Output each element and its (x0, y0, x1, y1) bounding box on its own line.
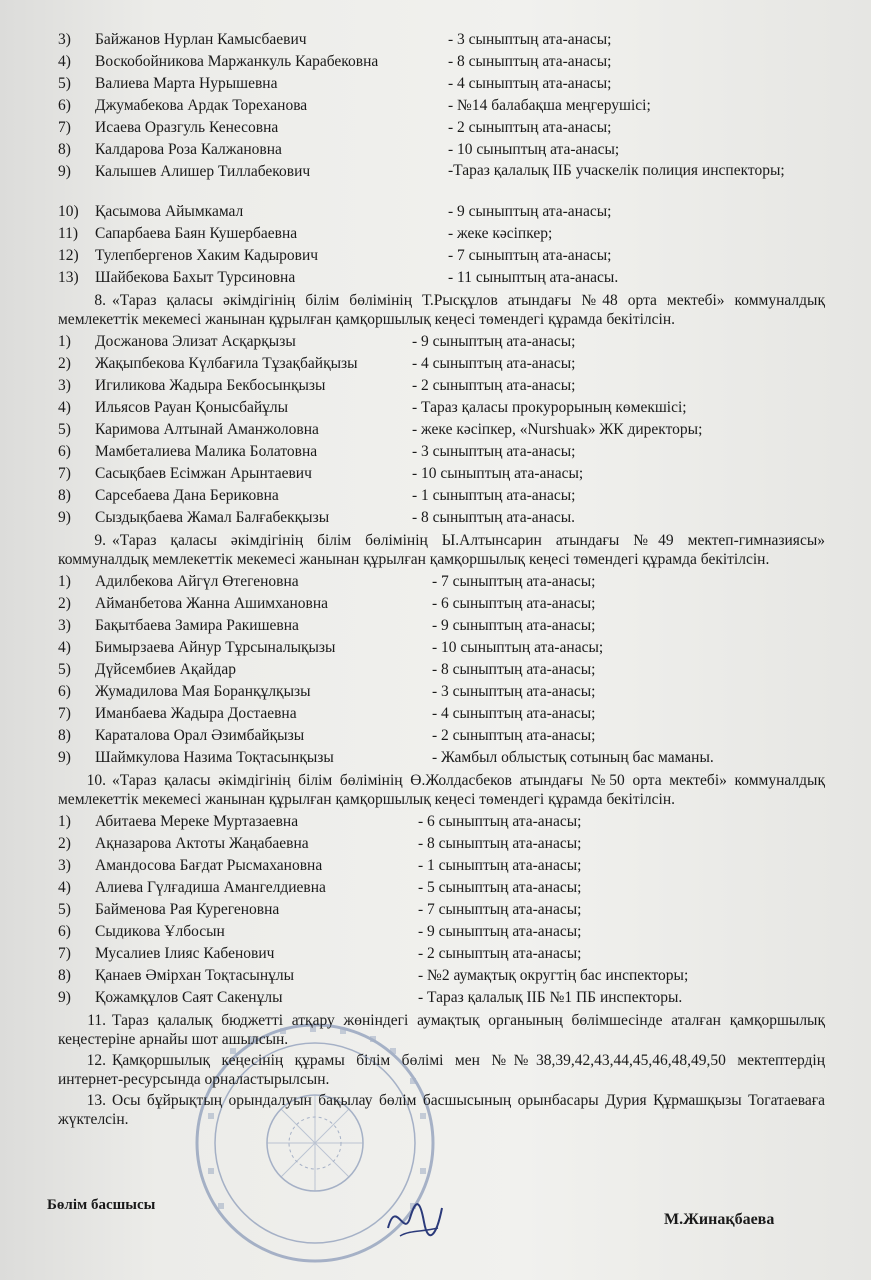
list-item (0, 485, 871, 507)
list-item-number: 10) (58, 203, 79, 220)
list-item-number: 9) (58, 509, 71, 526)
member-role: - 2 сыныптың ата-анасы; (448, 119, 612, 136)
member-name: Воскобойникова Маржанкуль Карабековна (95, 53, 379, 70)
member-role: - 11 сыныптың ата-анасы. (448, 269, 619, 286)
members-list-school-49 (0, 571, 871, 769)
list-item (0, 331, 871, 353)
member-role: - 9 сыныптың ата-анасы; (432, 617, 596, 634)
member-name: Ақназарова Актоты Жаңабаевна (95, 835, 309, 852)
list-item (0, 441, 871, 463)
member-name: Дүйсембиев Ақайдар (95, 661, 237, 678)
member-role: - 8 сыныптың ата-анасы; (448, 53, 612, 70)
member-name: Байжанов Нурлан Камысбаевич (95, 31, 307, 48)
list-item-number: 3) (58, 857, 71, 874)
member-name: Байменова Рая Курегеновна (95, 901, 280, 918)
list-item-number: 1) (58, 573, 71, 590)
list-item-number: 5) (58, 75, 71, 92)
list-item (0, 245, 871, 267)
list-item-number: 2) (58, 835, 71, 852)
member-name: Караталова Орал Әзимбайқызы (95, 727, 305, 744)
list-item (0, 921, 871, 943)
list-item (0, 201, 871, 223)
list-item (0, 747, 871, 769)
member-role: - 10 сыныптың ата-анасы; (412, 465, 584, 482)
member-role: - 10 сыныптың ата-анасы; (432, 639, 604, 656)
member-role: - 5 сыныптың ата-анасы; (418, 879, 582, 896)
paragraph-number: 9. (94, 532, 106, 549)
members-list-school-48 (0, 331, 871, 529)
list-item-number: 7) (58, 119, 71, 136)
member-name: Мусалиев Ілияс Кабенович (95, 945, 275, 962)
member-role: - 2 сыныптың ата-анасы; (418, 945, 582, 962)
list-item-number: 12) (58, 247, 79, 264)
list-item (0, 397, 871, 419)
list-item (0, 117, 871, 139)
members-list-school-50 (0, 811, 871, 1009)
paragraph-number: 11. (87, 1012, 106, 1029)
list-item-number: 8) (58, 487, 71, 504)
member-role: - 10 сыныптың ата-анасы; (448, 141, 620, 158)
list-item-number: 8) (58, 967, 71, 984)
member-name: Алиева Гүлғадиша Амангелдиевна (95, 879, 326, 896)
member-role: - Тараз қаласы прокурорының көмекшісі; (412, 399, 687, 416)
list-item (0, 593, 871, 615)
signature-block (0, 1195, 871, 1255)
member-name: Мамбеталиева Малика Болатовна (95, 443, 318, 460)
list-item-number: 3) (58, 31, 71, 48)
member-name: Шаймкулова Назима Тоқтасынқызы (95, 749, 334, 766)
list-item (0, 73, 871, 95)
list-item-number: 7) (58, 705, 71, 722)
paragraph-12 (0, 1051, 871, 1089)
member-role: - №14 балабақша меңгерушісі; (448, 97, 651, 114)
member-name: Валиева Марта Нурышевна (95, 75, 278, 92)
list-item-number: 7) (58, 465, 71, 482)
list-item-number: 13) (58, 269, 79, 286)
list-item-number: 3) (58, 617, 71, 634)
list-item (0, 161, 871, 201)
list-item-number: 5) (58, 661, 71, 678)
member-role: - 4 сыныптың ата-анасы; (412, 355, 576, 372)
paragraph-8 (0, 291, 871, 329)
member-role: - 7 сыныптың ата-анасы; (432, 573, 596, 590)
list-item (0, 965, 871, 987)
member-name: Игиликова Жадыра Бекбосынқызы (95, 377, 326, 394)
paragraph-text: «Тараз қаласы әкімдігінің білім бөлімінің Т.Рысқұлов атындағы №48 орта мектебі» коммуналдық мемлекеттік мекемесі жанынан құрылған қамқоршылық кеңесі төмендегі құрамда бекітілсін. (58, 292, 825, 328)
list-item-number: 3) (58, 377, 71, 394)
member-name: Жумадилова Мая Боранқұлқызы (95, 683, 311, 700)
member-role: - 9 сыныптың ата-анасы; (412, 333, 576, 350)
list-item-number: 4) (58, 639, 71, 656)
list-item (0, 681, 871, 703)
list-item-number: 9) (58, 749, 71, 766)
list-item (0, 267, 871, 289)
list-item-number: 8) (58, 141, 71, 158)
list-item (0, 877, 871, 899)
list-item (0, 419, 871, 441)
member-name: Калышев Алишер Тиллабекович (95, 163, 311, 180)
member-name: Адилбекова Айгүл Өтегеновна (95, 573, 299, 590)
member-role: - 3 сыныптың ата-анасы; (412, 443, 576, 460)
list-item-number: 1) (58, 813, 71, 830)
member-role: - 2 сыныптың ата-анасы; (412, 377, 576, 394)
member-name: Джумабекова Ардак Тореханова (95, 97, 308, 114)
member-role: - жеке кәсіпкер, «Nurshuak» ЖК директоры; (412, 421, 703, 438)
list-item (0, 703, 871, 725)
paragraph-10 (0, 771, 871, 809)
member-name: Сыдикова Ұлбосын (95, 923, 225, 940)
member-role: - 7 сыныптың ата-анасы; (418, 901, 582, 918)
member-role: - 8 сыныптың ата-анасы; (432, 661, 596, 678)
list-item-number: 9) (58, 163, 71, 180)
list-item (0, 95, 871, 117)
paragraph-number: 8. (94, 292, 106, 309)
member-name: Тулепбергенов Хаким Кадырович (95, 247, 319, 264)
member-name: Ильясов Рауан Қонысбайұлы (95, 399, 289, 416)
member-role: - 4 сыныптың ата-анасы; (448, 75, 612, 92)
list-item-number: 9) (58, 989, 71, 1006)
paragraph-11 (0, 1011, 871, 1049)
list-item-number: 7) (58, 945, 71, 962)
member-role: - 3 сыныптың ата-анасы; (432, 683, 596, 700)
member-name: Исаева Оразгуль Кенесовна (95, 119, 279, 136)
member-role: - 6 сыныптың ата-анасы; (418, 813, 582, 830)
list-item (0, 987, 871, 1009)
member-role: - жеке кәсіпкер; (448, 225, 553, 242)
list-item (0, 29, 871, 51)
list-item (0, 833, 871, 855)
list-item (0, 811, 871, 833)
member-role: -Тараз қалалық ІІБ учаскелік полиция инспекторы; (448, 162, 785, 179)
department-head-title: Бөлім басшысы (47, 1197, 156, 1213)
list-item (0, 507, 871, 529)
list-item (0, 855, 871, 877)
paragraph-text: «Тараз қаласы әкімдігінің білім бөлімінің Ы.Алтынсарин атындағы №49 мектеп-гимназиясы» коммуналдық мемлекеттік мекемесі жанынан құрылған қамқоршылық кеңесі төмендегі құрамда бекітілсін. (58, 532, 825, 568)
member-name: Сарсебаева Дана Бериковна (95, 487, 279, 504)
member-role: - 3 сыныптың ата-анасы; (448, 31, 612, 48)
paragraph-text: Тараз қалалық бюджетті атқару жөніндегі аумақтық органының бөлімшесінде аталған қамқоршылық кеңестеріне арнайы шот ашылсын. (58, 1012, 825, 1048)
member-role: - 7 сыныптың ата-анасы; (448, 247, 612, 264)
list-item-number: 2) (58, 595, 71, 612)
paragraph-number: 12. (86, 1052, 106, 1069)
signatory-name: М.Жинақбаева (664, 1211, 775, 1228)
member-name: Қасымова Айымкамал (95, 203, 244, 220)
list-item (0, 571, 871, 593)
list-item-number: 8) (58, 727, 71, 744)
list-item-number: 11) (58, 225, 79, 242)
member-role: - 8 сыныптың ата-анасы. (412, 509, 576, 526)
paragraph-number: 13. (86, 1092, 106, 1109)
list-item-number: 4) (58, 53, 71, 70)
list-item (0, 615, 871, 637)
member-role: - 4 сыныптың ата-анасы; (432, 705, 596, 722)
paragraph-text: «Тараз қаласы әкімдігінің білім бөлімінің Ө.Жолдасбеков атындағы №50 орта мектебі» коммуналдық мемлекеттік мекемесі жанынан құрылған қамқоршылық кеңесі төмендегі құрамда бекітілсін. (58, 772, 825, 808)
list-item (0, 51, 871, 73)
list-item-number: 4) (58, 399, 71, 416)
list-item (0, 223, 871, 245)
member-name: Абитаева Мереке Муртазаевна (95, 813, 299, 830)
member-name: Бақытбаева Замира Ракишевна (95, 617, 299, 634)
list-item-number: 4) (58, 879, 71, 896)
list-item-number: 6) (58, 683, 71, 700)
member-name: Сасықбаев Есімжан Арынтаевич (95, 465, 312, 482)
member-name: Амандосова Бағдат Рысмахановна (95, 857, 323, 874)
list-item-number: 5) (58, 901, 71, 918)
member-name: Каримова Алтынай Аманжоловна (95, 421, 319, 438)
member-role: - 9 сыныптың ата-анасы; (448, 203, 612, 220)
paragraph-13 (0, 1091, 871, 1129)
member-name: Шайбекова Бахыт Турсиновна (95, 269, 296, 286)
list-item (0, 375, 871, 397)
member-role: - 9 сыныптың ата-анасы; (418, 923, 582, 940)
member-name: Калдарова Роза Калжановна (95, 141, 282, 158)
list-item (0, 637, 871, 659)
list-item (0, 659, 871, 681)
member-role: - Тараз қалалық ІІБ №1 ПБ инспекторы. (418, 989, 683, 1006)
member-name: Айманбетова Жанна Ашимхановна (95, 595, 329, 612)
member-name: Қожамқұлов Саят Сакенұлы (95, 989, 283, 1006)
list-item (0, 463, 871, 485)
member-role: - №2 аумақтық округтің бас инспекторы; (418, 967, 689, 984)
list-item-number: 2) (58, 355, 71, 372)
member-name: Сапарбаева Баян Кушербаевна (95, 225, 298, 242)
member-name: Иманбаева Жадыра Достаевна (95, 705, 297, 722)
member-name: Бимырзаева Айнур Тұрсыналықызы (95, 639, 336, 656)
paragraph-text: Қамқоршылық кеңесінің құрамы білім бөлімі мен №№38,39,42,43,44,45,46,48,49,50 мектептердің интернет-ресурсында орналастырылсын. (58, 1052, 825, 1088)
list-item (0, 899, 871, 921)
member-name: Досжанова Элизат Асқарқызы (95, 333, 296, 350)
list-item-number: 6) (58, 443, 71, 460)
list-item (0, 943, 871, 965)
member-role: - 2 сыныптың ата-анасы; (432, 727, 596, 744)
list-item-number: 6) (58, 923, 71, 940)
member-role: - Жамбыл облыстық сотының бас маманы. (432, 749, 714, 766)
member-role: - 1 сыныптың ата-анасы; (412, 487, 576, 504)
paragraph-number: 10. (86, 772, 106, 789)
member-name: Сыздықбаева Жамал Балғабекқызы (95, 509, 330, 526)
list-item (0, 725, 871, 747)
member-role: - 6 сыныптың ата-анасы; (432, 595, 596, 612)
list-item (0, 139, 871, 161)
paragraph-text: Осы бұйрықтың орындалуын бақылау бөлім басшысының орынбасары Дурия Құрмашқызы Тогатаеваға жүктелсін. (58, 1092, 825, 1128)
member-role: - 1 сыныптың ата-анасы; (418, 857, 582, 874)
member-role: - 8 сыныптың ата-анасы; (418, 835, 582, 852)
list-item-number: 5) (58, 421, 71, 438)
member-name: Қанаев Әмірхан Тоқтасынұлы (95, 967, 295, 984)
members-list-school-46 (0, 29, 871, 289)
list-item-number: 1) (58, 333, 71, 350)
member-name: Жақыпбекова Күлбағила Тұзақбайқызы (95, 355, 358, 372)
list-item (0, 353, 871, 375)
paragraph-9 (0, 531, 871, 569)
list-item-number: 6) (58, 97, 71, 114)
